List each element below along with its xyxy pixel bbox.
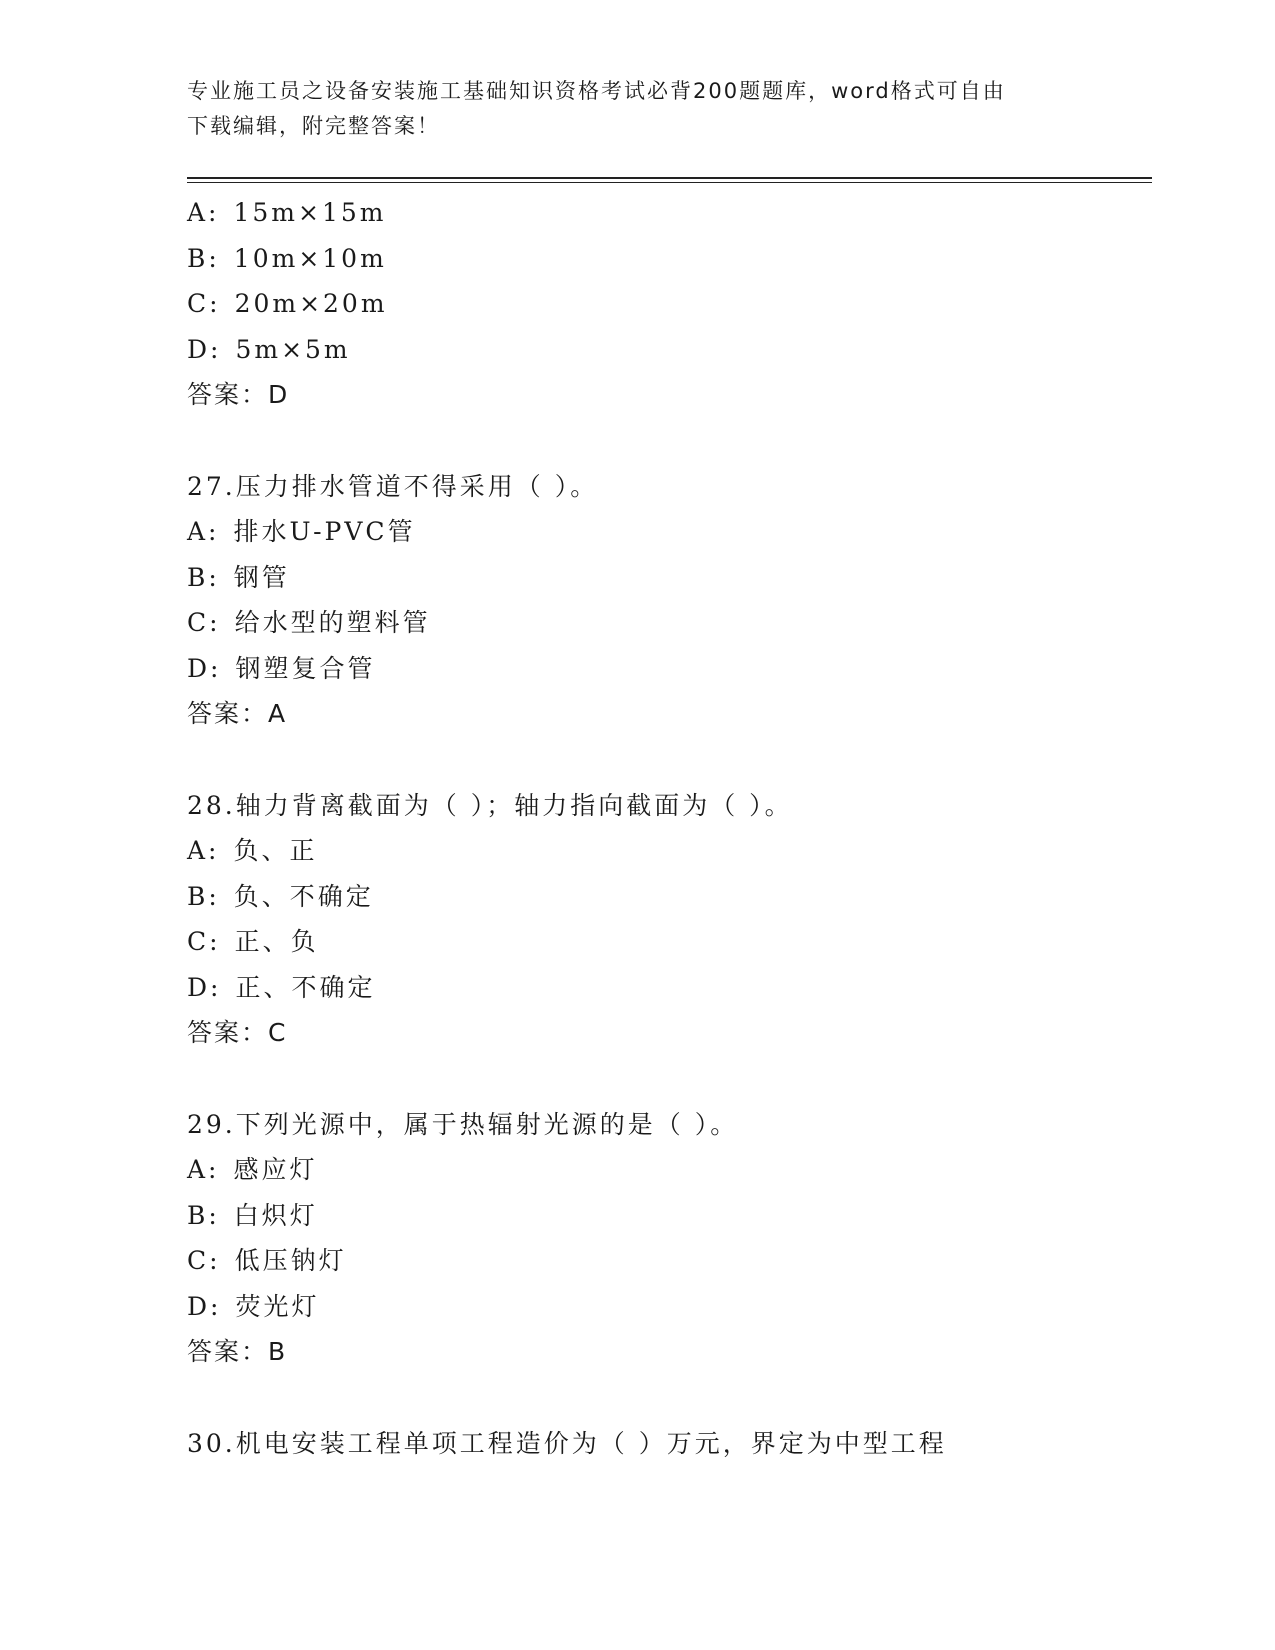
question-list xyxy=(187,190,1147,1466)
option-a: A: 15m×15m xyxy=(187,198,387,227)
option-d: D: 5m×5m xyxy=(187,334,351,364)
option-b: B: 钢管 xyxy=(187,562,290,592)
option-b: B: 白炽灯 xyxy=(187,1200,318,1230)
answer-line: 答案：A xyxy=(187,699,288,728)
header-title-line-2: 下载编辑，附完整答案！ xyxy=(187,114,440,138)
option-a: A: 感应灯 xyxy=(187,1155,318,1184)
header-title-line-1: 专业施工员之设备安装施工基础知识资格考试必背200题题库，word格式可自由 xyxy=(187,79,1006,103)
question-26 xyxy=(187,190,1147,418)
answer-line: 答案：D xyxy=(187,380,290,409)
option-c: C: 低压钠灯 xyxy=(187,1246,347,1275)
question-stem: 28.轴力背离截面为（ ）；轴力指向截面为（ ）。 xyxy=(187,790,793,820)
option-a: A: 负、正 xyxy=(187,836,318,865)
question-29 xyxy=(187,1102,1147,1375)
header-rule-thick xyxy=(187,177,1152,179)
answer-line: 答案：B xyxy=(187,1337,288,1366)
option-c: C: 20m×20m xyxy=(187,289,388,318)
option-c: C: 正、负 xyxy=(187,927,319,956)
answer-line: 答案：C xyxy=(187,1018,288,1047)
question-27 xyxy=(187,464,1147,737)
option-d: D: 正、不确定 xyxy=(187,972,376,1002)
question-28 xyxy=(187,783,1147,1056)
question-30 xyxy=(187,1421,1147,1467)
option-c: C: 给水型的塑料管 xyxy=(187,608,431,637)
header-rule-thin xyxy=(187,182,1152,183)
question-stem: 29.下列光源中，属于热辐射光源的是（ ）。 xyxy=(187,1109,739,1139)
option-b: B: 10m×10m xyxy=(187,243,387,273)
option-d: D: 钢塑复合管 xyxy=(187,653,376,683)
question-stem: 27.压力排水管道不得采用（ ）。 xyxy=(187,471,599,501)
option-a: A: 排水U-PVC管 xyxy=(187,517,416,546)
option-d: D: 荧光灯 xyxy=(187,1291,320,1321)
option-b: B: 负、不确定 xyxy=(187,881,374,911)
question-stem: 30.机电安装工程单项工程造价为（ ）万元，界定为中型工程 xyxy=(187,1428,947,1458)
document-header xyxy=(187,74,1067,144)
